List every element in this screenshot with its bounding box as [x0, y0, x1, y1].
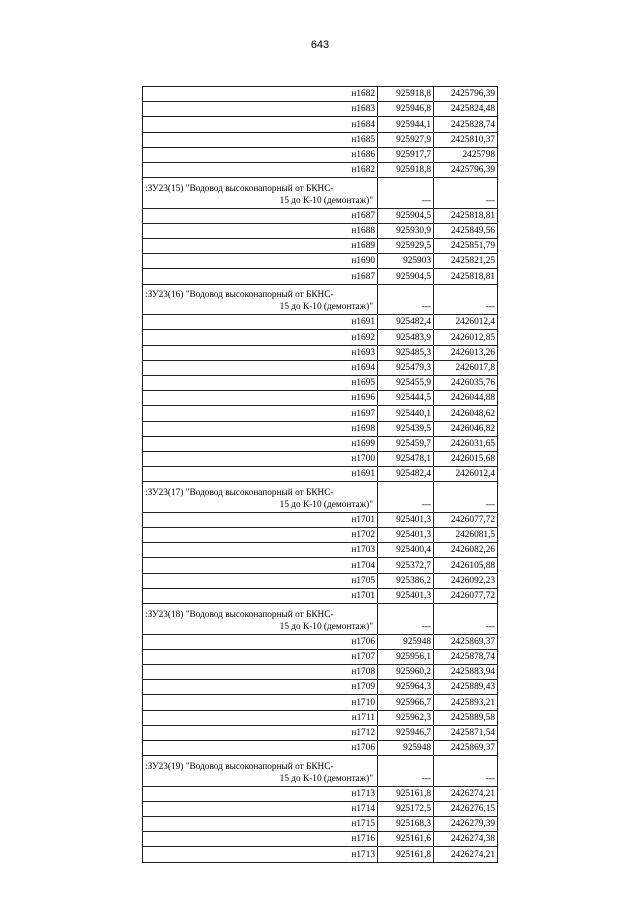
- point-name-cell: н1708: [143, 665, 378, 680]
- x-coordinate-cell: 925927,9: [378, 132, 434, 147]
- x-coordinate-cell: 925455,9: [378, 376, 434, 391]
- table-row: [143, 801, 498, 816]
- table-row: [143, 832, 498, 847]
- point-name-cell: н1700: [143, 451, 378, 466]
- x-coordinate-cell: 925400,4: [378, 543, 434, 558]
- x-coordinate-cell: 925946,8: [378, 102, 434, 117]
- y-coordinate-cell: 2425889,58: [434, 710, 498, 725]
- x-coordinate-cell: 925485,3: [378, 345, 434, 360]
- x-coordinate-cell: 925478,1: [378, 451, 434, 466]
- section-header-row: [143, 604, 498, 635]
- section-x-placeholder: ---: [378, 604, 434, 635]
- y-coordinate-cell: 2426015,68: [434, 451, 498, 466]
- y-coordinate-cell: 2425869,37: [434, 634, 498, 649]
- y-coordinate-cell: 2425878,74: [434, 649, 498, 664]
- point-name-cell: н1715: [143, 817, 378, 832]
- x-coordinate-cell: 925439,5: [378, 421, 434, 436]
- section-header-row: [143, 284, 498, 315]
- point-name-cell: н1706: [143, 740, 378, 755]
- point-name-cell: н1702: [143, 528, 378, 543]
- section-x-placeholder: ---: [378, 178, 434, 209]
- y-coordinate-cell: 2425871,54: [434, 725, 498, 740]
- section-header-row: [143, 482, 498, 513]
- x-coordinate-cell: 925482,4: [378, 467, 434, 482]
- y-coordinate-cell: 2425796,39: [434, 87, 498, 102]
- point-name-cell: н1692: [143, 330, 378, 345]
- table-row: [143, 740, 498, 755]
- y-coordinate-cell: 2425828,74: [434, 117, 498, 132]
- table-row: [143, 223, 498, 238]
- point-name-cell: н1690: [143, 254, 378, 269]
- point-name-cell: н1709: [143, 680, 378, 695]
- table-row: [143, 360, 498, 375]
- table-row: [143, 117, 498, 132]
- x-coordinate-cell: 925962,3: [378, 710, 434, 725]
- table-row: [143, 254, 498, 269]
- x-coordinate-cell: 925956,1: [378, 649, 434, 664]
- table-row: [143, 847, 498, 862]
- point-name-cell: н1684: [143, 117, 378, 132]
- point-name-cell: н1689: [143, 239, 378, 254]
- section-title-line-1: :ЗУ23(15) "Водовод высоконапорный от БКНС-: [145, 183, 334, 194]
- section-x-placeholder: ---: [378, 756, 434, 787]
- y-coordinate-cell: 2426081,5: [434, 528, 498, 543]
- y-coordinate-cell: 2426105,88: [434, 558, 498, 573]
- point-name-cell: н1696: [143, 391, 378, 406]
- point-name-cell: н1716: [143, 832, 378, 847]
- x-coordinate-cell: 925918,8: [378, 162, 434, 177]
- x-coordinate-cell: 925401,3: [378, 512, 434, 527]
- x-coordinate-cell: 925948: [378, 740, 434, 755]
- point-name-cell: н1711: [143, 710, 378, 725]
- table-row: [143, 436, 498, 451]
- table-row: [143, 649, 498, 664]
- y-coordinate-cell: 2426082,26: [434, 543, 498, 558]
- table-row: [143, 269, 498, 284]
- y-coordinate-cell: 2426276,15: [434, 801, 498, 816]
- y-coordinate-cell: 2426017,8: [434, 360, 498, 375]
- y-coordinate-cell: 2426077,72: [434, 588, 498, 603]
- x-coordinate-cell: 925918,8: [378, 87, 434, 102]
- y-coordinate-cell: 2426013,26: [434, 345, 498, 360]
- x-coordinate-cell: 925401,3: [378, 528, 434, 543]
- section-header-row: [143, 178, 498, 209]
- x-coordinate-cell: 925168,3: [378, 817, 434, 832]
- point-name-cell: н1687: [143, 269, 378, 284]
- x-coordinate-cell: 925161,8: [378, 786, 434, 801]
- section-title: [143, 178, 378, 209]
- point-name-cell: н1691: [143, 467, 378, 482]
- table-row: [143, 558, 498, 573]
- y-coordinate-cell: 2425818,81: [434, 208, 498, 223]
- point-name-cell: н1687: [143, 208, 378, 223]
- y-coordinate-cell: 2425869,37: [434, 740, 498, 755]
- y-coordinate-cell: 2426044,88: [434, 391, 498, 406]
- x-coordinate-cell: 925904,5: [378, 269, 434, 284]
- section-title-line-1: :ЗУ23(17) "Водовод высоконапорный от БКНС-: [145, 487, 334, 498]
- page-number: 643: [310, 39, 330, 51]
- table-row: [143, 147, 498, 162]
- point-name-cell: н1682: [143, 87, 378, 102]
- x-coordinate-cell: 925444,5: [378, 391, 434, 406]
- x-coordinate-cell: 925386,2: [378, 573, 434, 588]
- x-coordinate-cell: 925401,3: [378, 588, 434, 603]
- x-coordinate-cell: 925172,5: [378, 801, 434, 816]
- table-row: [143, 725, 498, 740]
- y-coordinate-cell: 2425821,25: [434, 254, 498, 269]
- point-name-cell: н1695: [143, 376, 378, 391]
- table-row: [143, 451, 498, 466]
- x-coordinate-cell: 925161,8: [378, 847, 434, 862]
- point-name-cell: н1699: [143, 436, 378, 451]
- y-coordinate-cell: 2425818,81: [434, 269, 498, 284]
- section-y-placeholder: ---: [434, 756, 498, 787]
- x-coordinate-cell: 925946,7: [378, 725, 434, 740]
- section-y-placeholder: ---: [434, 178, 498, 209]
- point-name-cell: н1704: [143, 558, 378, 573]
- section-title-line-2: 15 до К-10 (демонтаж)": [279, 195, 373, 206]
- table-row: [143, 376, 498, 391]
- y-coordinate-cell: 2425796,39: [434, 162, 498, 177]
- point-name-cell: н1693: [143, 345, 378, 360]
- y-coordinate-cell: 2426012,85: [434, 330, 498, 345]
- y-coordinate-cell: 2426046,82: [434, 421, 498, 436]
- point-name-cell: н1703: [143, 543, 378, 558]
- x-coordinate-cell: 925944,1: [378, 117, 434, 132]
- table-row: [143, 345, 498, 360]
- x-coordinate-cell: 925372,7: [378, 558, 434, 573]
- x-coordinate-cell: 925904,5: [378, 208, 434, 223]
- x-coordinate-cell: 925929,5: [378, 239, 434, 254]
- point-name-cell: н1707: [143, 649, 378, 664]
- point-name-cell: н1685: [143, 132, 378, 147]
- point-name-cell: н1686: [143, 147, 378, 162]
- section-title-line-1: :ЗУ23(18) "Водовод высоконапорный от БКНС-: [145, 609, 334, 620]
- table-row: [143, 512, 498, 527]
- point-name-cell: н1697: [143, 406, 378, 421]
- point-name-cell: н1713: [143, 786, 378, 801]
- x-coordinate-cell: 925479,3: [378, 360, 434, 375]
- table-row: [143, 817, 498, 832]
- y-coordinate-cell: 2425893,21: [434, 695, 498, 710]
- point-name-cell: н1710: [143, 695, 378, 710]
- x-coordinate-cell: 925903: [378, 254, 434, 269]
- point-name-cell: н1713: [143, 847, 378, 862]
- y-coordinate-cell: 2426012,4: [434, 315, 498, 330]
- point-name-cell: н1701: [143, 512, 378, 527]
- y-coordinate-cell: 2425849,56: [434, 223, 498, 238]
- section-title: [143, 284, 378, 315]
- section-y-placeholder: ---: [434, 604, 498, 635]
- section-x-placeholder: ---: [378, 482, 434, 513]
- point-name-cell: н1683: [143, 102, 378, 117]
- table-row: [143, 786, 498, 801]
- y-coordinate-cell: 2425824,48: [434, 102, 498, 117]
- x-coordinate-cell: 925930,9: [378, 223, 434, 238]
- y-coordinate-cell: 2425883,94: [434, 665, 498, 680]
- table-row: [143, 330, 498, 345]
- y-coordinate-cell: 2426092,23: [434, 573, 498, 588]
- table-row: [143, 132, 498, 147]
- x-coordinate-cell: 925966,7: [378, 695, 434, 710]
- coordinates-table: [142, 86, 498, 863]
- table-row: [143, 543, 498, 558]
- y-coordinate-cell: 2426031,65: [434, 436, 498, 451]
- table-row: [143, 102, 498, 117]
- point-name-cell: н1698: [143, 421, 378, 436]
- y-coordinate-cell: 2426077,72: [434, 512, 498, 527]
- section-title: [143, 756, 378, 787]
- x-coordinate-cell: 925440,1: [378, 406, 434, 421]
- point-name-cell: н1701: [143, 588, 378, 603]
- x-coordinate-cell: 925964,3: [378, 680, 434, 695]
- section-title: [143, 604, 378, 635]
- table-row: [143, 406, 498, 421]
- y-coordinate-cell: 2426048,62: [434, 406, 498, 421]
- section-title-line-1: :ЗУ23(16) "Водовод высоконапорный от БКНС-: [145, 290, 334, 301]
- table-row: [143, 634, 498, 649]
- x-coordinate-cell: 925459,7: [378, 436, 434, 451]
- table-row: [143, 87, 498, 102]
- y-coordinate-cell: 2425798: [434, 147, 498, 162]
- y-coordinate-cell: 2426279,39: [434, 817, 498, 832]
- table-row: [143, 421, 498, 436]
- section-title-line-2: 15 до К-10 (демонтаж)": [279, 499, 373, 510]
- y-coordinate-cell: 2425851,79: [434, 239, 498, 254]
- table-row: [143, 162, 498, 177]
- point-name-cell: н1688: [143, 223, 378, 238]
- point-name-cell: н1712: [143, 725, 378, 740]
- x-coordinate-cell: 925482,4: [378, 315, 434, 330]
- point-name-cell: н1705: [143, 573, 378, 588]
- section-header-row: [143, 756, 498, 787]
- table-row: [143, 467, 498, 482]
- table-row: [143, 573, 498, 588]
- section-x-placeholder: ---: [378, 284, 434, 315]
- section-y-placeholder: ---: [434, 284, 498, 315]
- table-row: [143, 710, 498, 725]
- x-coordinate-cell: 925161,6: [378, 832, 434, 847]
- table-row: [143, 695, 498, 710]
- coordinates-table-body: [143, 87, 498, 863]
- section-title: [143, 482, 378, 513]
- y-coordinate-cell: 2426274,21: [434, 786, 498, 801]
- table-row: [143, 391, 498, 406]
- x-coordinate-cell: 925960,2: [378, 665, 434, 680]
- point-name-cell: н1691: [143, 315, 378, 330]
- table-row: [143, 208, 498, 223]
- table-row: [143, 239, 498, 254]
- point-name-cell: н1706: [143, 634, 378, 649]
- y-coordinate-cell: 2426274,21: [434, 847, 498, 862]
- x-coordinate-cell: 925948: [378, 634, 434, 649]
- y-coordinate-cell: 2425889,43: [434, 680, 498, 695]
- table-row: [143, 588, 498, 603]
- section-title-line-2: 15 до К-10 (демонтаж)": [279, 621, 373, 632]
- point-name-cell: н1714: [143, 801, 378, 816]
- table-row: [143, 680, 498, 695]
- section-y-placeholder: ---: [434, 482, 498, 513]
- table-row: [143, 528, 498, 543]
- table-row: [143, 665, 498, 680]
- point-name-cell: н1694: [143, 360, 378, 375]
- point-name-cell: н1682: [143, 162, 378, 177]
- table-row: [143, 315, 498, 330]
- section-title-line-1: :ЗУ23(19) "Водовод высоконапорный от БКНС-: [145, 761, 334, 772]
- section-title-line-2: 15 до К-10 (демонтаж)": [279, 302, 373, 313]
- x-coordinate-cell: 925917,7: [378, 147, 434, 162]
- y-coordinate-cell: 2426274,38: [434, 832, 498, 847]
- y-coordinate-cell: 2426012,4: [434, 467, 498, 482]
- x-coordinate-cell: 925483,9: [378, 330, 434, 345]
- section-title-line-2: 15 до К-10 (демонтаж)": [279, 773, 373, 784]
- y-coordinate-cell: 2425810,37: [434, 132, 498, 147]
- y-coordinate-cell: 2426035,76: [434, 376, 498, 391]
